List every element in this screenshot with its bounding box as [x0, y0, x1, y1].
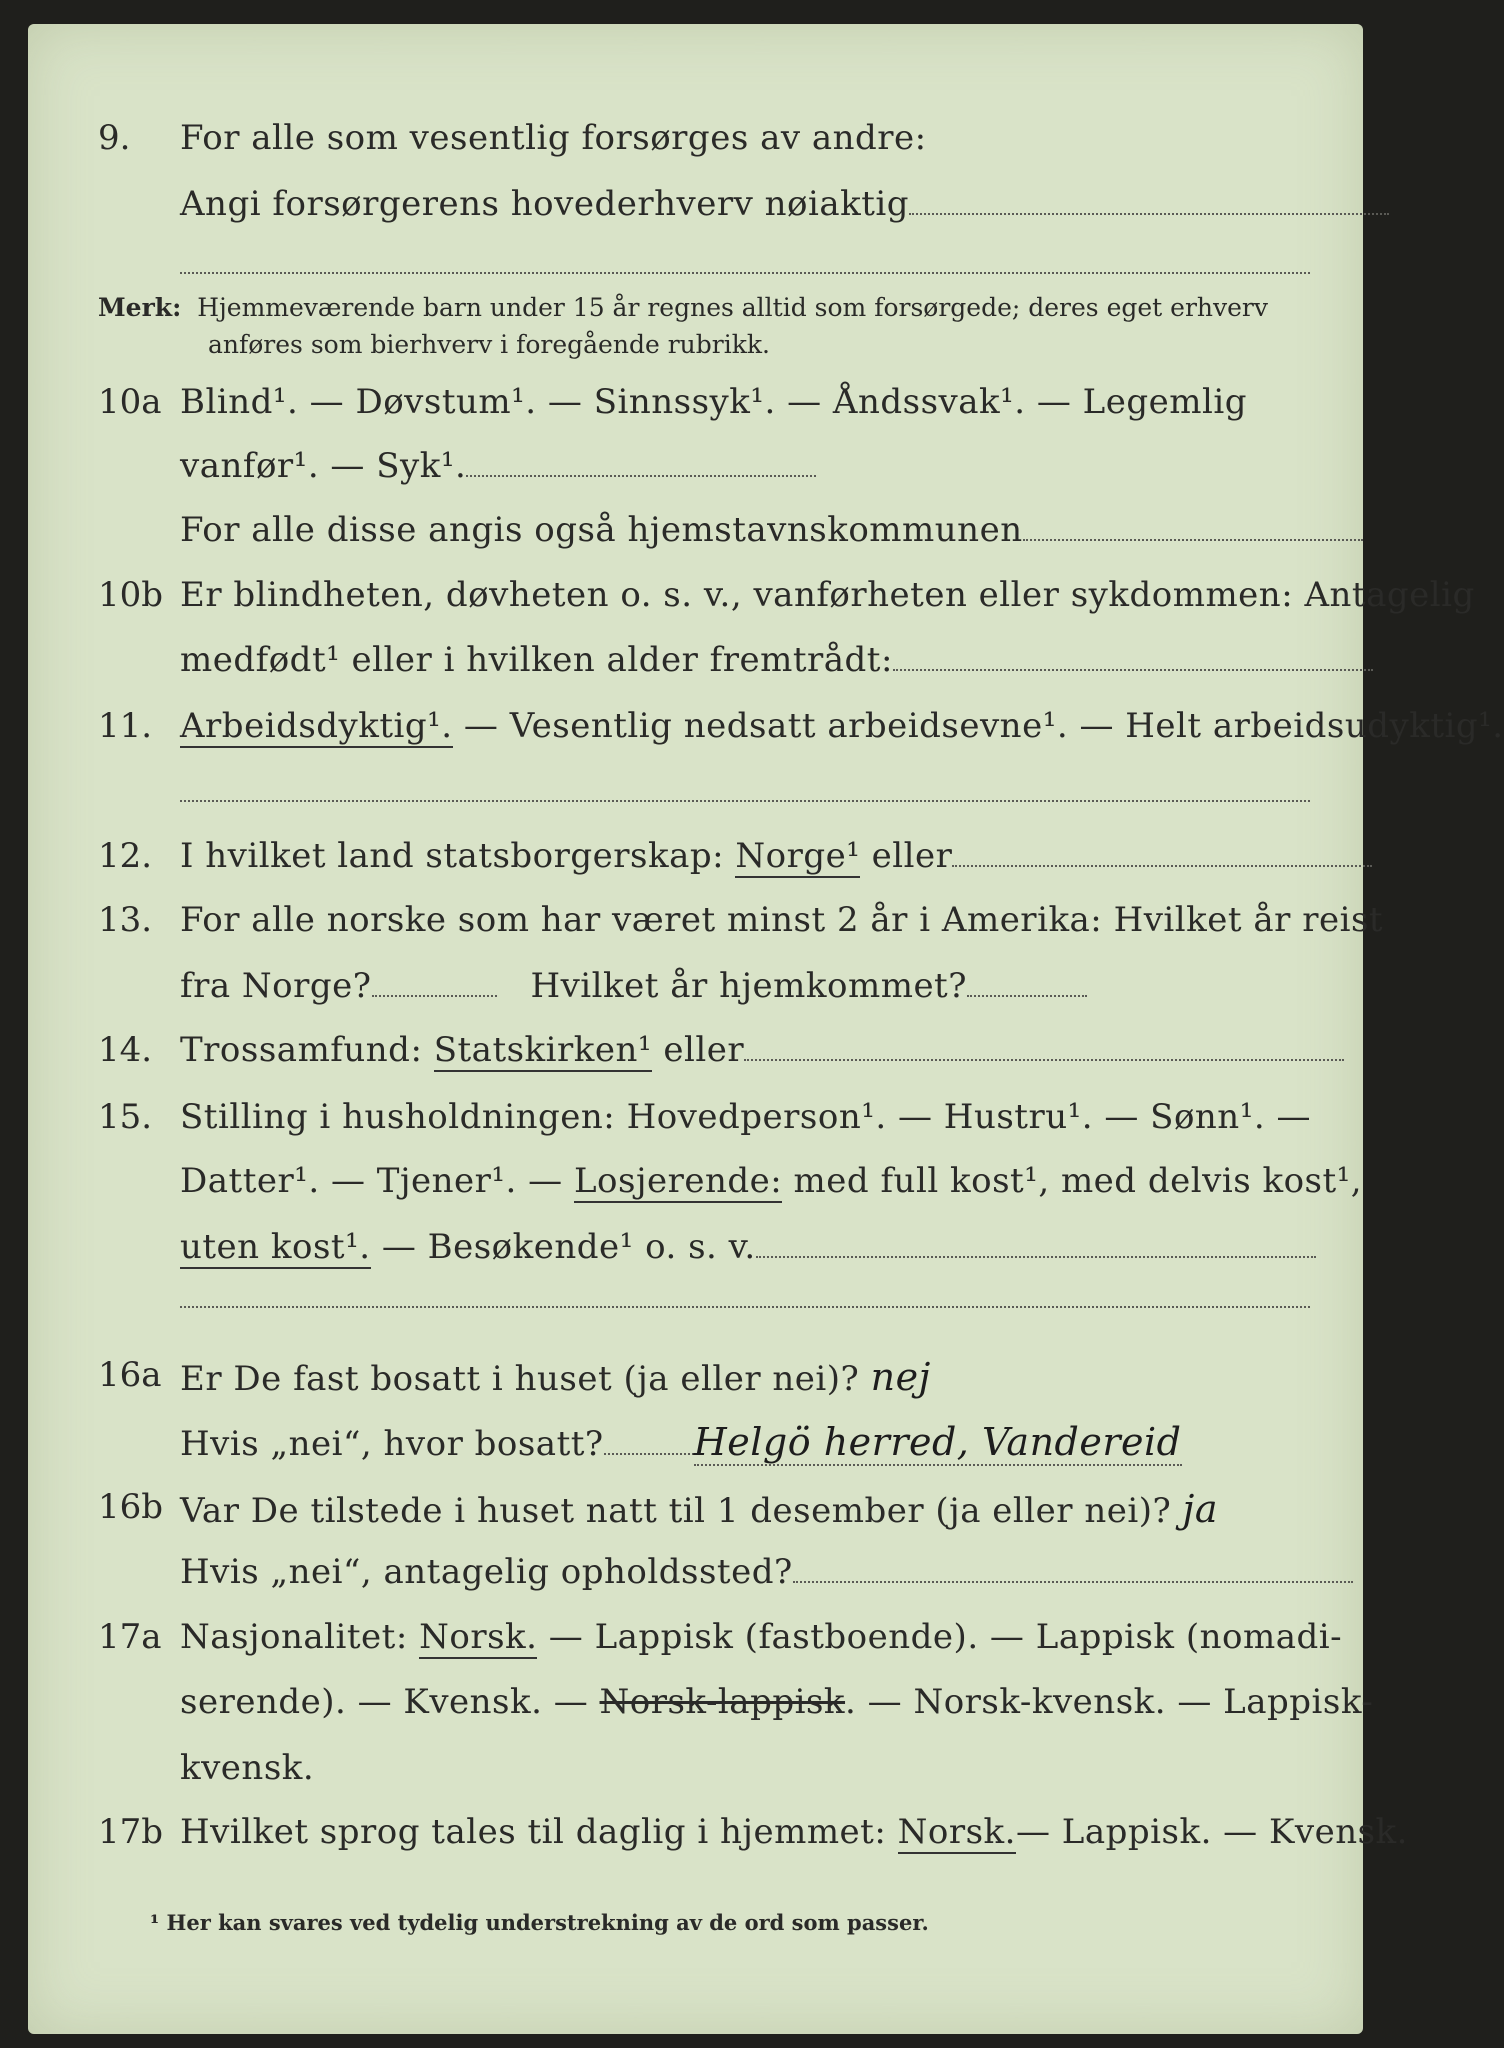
- q16a-number: 16a: [98, 1355, 162, 1395]
- q12-selected-option: Norge¹: [735, 836, 861, 876]
- q15-line3: uten kost¹. — Besøkende¹ o. s. v.: [180, 1227, 1316, 1267]
- q13-number: 13.: [98, 900, 153, 940]
- q17a-selected-option: Norsk.: [419, 1617, 538, 1657]
- q17b-selected-option: Norsk.: [897, 1812, 1016, 1852]
- q17a-line2: serende). — Kvensk. — Norsk-lappisk. — Norsk-kvensk. — Lappisk-: [180, 1682, 1374, 1722]
- q10b-line2: medfødt¹ eller i hvilken alder fremtrådt:: [180, 640, 1373, 680]
- q10b-line1: Er blindheten, døvheten o. s. v., vanførheten eller sykdommen: Antagelig: [180, 575, 1475, 615]
- q17a-number: 17a: [98, 1617, 162, 1657]
- q9-line1: For alle som vesentlig forsørges av andre:: [180, 118, 927, 158]
- q9-line2: Angi forsørgerens hovederhverv nøiaktig: [180, 184, 1389, 224]
- q16a-line2: Hvis „nei“, hvor bosatt? Helgö herred, Vandereid: [180, 1420, 1182, 1464]
- q15-blank-line: [180, 1306, 1310, 1308]
- q17a-line3: kvensk.: [180, 1748, 315, 1788]
- q16a-handwritten-answer: nej: [870, 1355, 931, 1399]
- q11-blank-line: [180, 800, 1310, 802]
- q10a-line1: Blind¹. — Døvstum¹. — Sinnssyk¹. — Åndssvak¹. — Legemlig: [180, 382, 1247, 422]
- q15-selected-option-1: Losjerende:: [573, 1161, 783, 1201]
- q13-line2: fra Norge? Hvilket år hjemkommet?: [180, 966, 1087, 1006]
- q11-line: Arbeidsdyktig¹. — Vesentlig nedsatt arbeidsevne¹. — Helt arbeidsudyktig¹.: [180, 706, 1504, 746]
- q10a-line2: vanfør¹. — Syk¹.: [180, 446, 816, 486]
- q17b-line: Hvilket sprog tales til daglig i hjemmet: Norsk.— Lappisk. — Kvensk.: [180, 1812, 1408, 1852]
- q16b-line1: Var De tilstede i huset natt til 1 desember (ja eller nei)? ja: [180, 1487, 1218, 1531]
- q15-selected-option-2: uten kost¹.: [180, 1227, 371, 1267]
- q11-number: 11.: [98, 706, 153, 746]
- q9-number: 9.: [98, 118, 131, 158]
- q16b-handwritten-answer: ja: [1182, 1487, 1218, 1531]
- q10a-number: 10a: [98, 382, 162, 422]
- q14-selected-option: Statskirken¹: [433, 1030, 653, 1070]
- q12-line: I hvilket land statsborgerskap: Norge¹ eller: [180, 836, 1372, 876]
- footnote: ¹ Her kan svares ved tydelig understrekning av de ord som passer.: [150, 1910, 929, 1935]
- q16a-handwritten-residence: Helgö herred, Vandereid: [693, 1420, 1182, 1464]
- q16b-number: 16b: [98, 1487, 164, 1527]
- q17a-struck-option: Norsk-lappisk: [599, 1682, 846, 1722]
- q10b-number: 10b: [98, 575, 164, 615]
- q12-number: 12.: [98, 836, 153, 876]
- merk-note: Merk: Hjemmeværende barn under 15 år regnes alltid som forsørgede; deres eget erhverv: [98, 293, 1268, 322]
- q11-selected-option: Arbeidsdyktig¹.: [180, 706, 453, 746]
- q17a-line1: Nasjonalitet: Norsk. — Lappisk (fastboende). — Lappisk (nomadi-: [180, 1617, 1343, 1657]
- q17b-number: 17b: [98, 1812, 164, 1852]
- q15-number: 15.: [98, 1097, 153, 1137]
- merk-note-line2: anføres som bierhverv i foregående rubrikk.: [208, 330, 770, 359]
- q13-line1: For alle norske som har været minst 2 år i Amerika: Hvilket år reist: [180, 900, 1384, 940]
- q9-blank-line: [180, 272, 1310, 274]
- q14-line: Trossamfund: Statskirken¹ eller: [180, 1030, 1344, 1070]
- q16a-line1: Er De fast bosatt i huset (ja eller nei)? nej: [180, 1355, 931, 1399]
- q10a-line3: For alle disse angis også hjemstavnskommunen: [180, 510, 1363, 550]
- q14-number: 14.: [98, 1030, 153, 1070]
- census-form-page: [28, 24, 1363, 2034]
- q16b-line2: Hvis „nei“, antagelig opholdssted?: [180, 1552, 1353, 1592]
- q15-line1: Stilling i husholdningen: Hovedperson¹. — Hustru¹. — Sønn¹. —: [180, 1097, 1311, 1137]
- q15-line2: Datter¹. — Tjener¹. — Losjerende: med full kost¹, med delvis kost¹,: [180, 1161, 1363, 1201]
